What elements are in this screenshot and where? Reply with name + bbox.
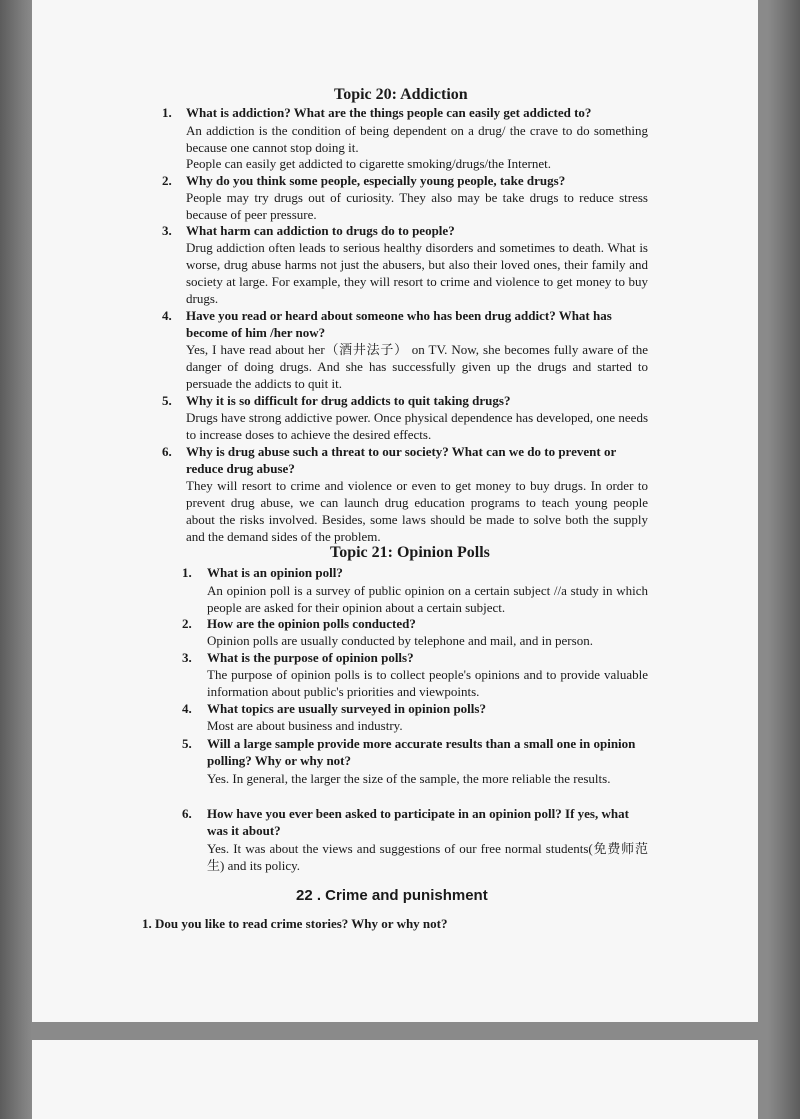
question-text: Why it is so difficult for drug addicts to quit taking drugs? [186,393,511,408]
topic-20-a5: Drugs have strong addictive power. Once physical dependence has developed, one needs to increase doses to achieve the desired effects. [186,410,648,442]
topic-20-q3 [162,222,652,239]
question-text: Why is drug abuse such a threat to our society? What can we do to prevent or reduce drug abuse? [186,444,616,476]
section-22-title: 22 . Crime and punishment [296,887,488,904]
question-text: What is addiction? What are the things people can easily get addicted to? [186,105,592,120]
question-number: 4. [162,308,172,323]
question-text: What is an opinion poll? [207,565,343,580]
question-text: Have you read or heard about someone who has been drug addict? What has become of him /her now? [186,308,612,340]
topic-21-title: Topic 21: Opinion Polls [330,544,490,561]
question-number: 3. [182,650,192,665]
topic-21-q6 [182,805,652,839]
question-number: 5. [182,736,192,751]
topic-21-a3: The purpose of opinion polls is to collect people's opinions and to provide valuable information about public's priorities and viewpoints. [207,667,648,699]
question-text: Will a large sample provide more accurate results than a small one in opinion polling? Why or why not? [207,736,636,768]
question-text: Why do you think some people, especially young people, take drugs? [186,173,566,188]
topic-20-a2: People may try drugs out of curiosity. They also may be take drugs to reduce stress because of peer pressure. [186,190,648,222]
section-22-q1: 1. Dou you like to read crime stories? Why or why not? [142,916,448,931]
question-text: What harm can addiction to drugs do to people? [186,223,455,238]
topic-20-title: Topic 20: Addiction [334,86,468,103]
topic-20-q1 [162,104,652,121]
topic-21-q4 [182,700,652,717]
topic-20-q5 [162,392,652,409]
next-page [32,1040,758,1119]
question-number: 2. [182,616,192,631]
topic-20-q2 [162,172,652,189]
question-text: What topics are usually surveyed in opinion polls? [207,701,486,716]
question-number: 1. [182,565,192,580]
topic-20-a3: Drug addiction often leads to serious healthy disorders and sometimes to death. What is worse, drug abuse harms not just the abusers, but also their loved ones, their family and society at large. For example, they will resort to crime and violence to get money to buy drugs. [186,240,648,306]
topic-21-a1: An opinion poll is a survey of public opinion on a certain subject //a study in which people are asked for their opinion about a certain subject. [207,583,648,615]
topic-20-a1b: People can easily get addicted to cigarette smoking/drugs/the Internet. [186,156,551,171]
topic-21-q2 [182,615,652,632]
topic-21-a2: Opinion polls are usually conducted by telephone and mail, and in person. [207,633,593,648]
topic-21-q1 [182,564,652,581]
topic-21-a6: Yes. It was about the views and suggestions of our free normal students(免费师范生) and its policy. [207,841,648,873]
question-number: 5. [162,393,172,408]
question-text: How are the opinion polls conducted? [207,616,416,631]
question-number: 1. [162,105,172,120]
question-number: 4. [182,701,192,716]
topic-20-a6: They will resort to crime and violence or even to get money to buy drugs. In order to prevent drug abuse, we can launch drug education programs to teach young people about the risks involved. Besides, some laws should be made to solve both the supply and the demand sides of the problem. [186,478,648,544]
topic-20-q4 [162,307,652,341]
question-text: What is the purpose of opinion polls? [207,650,414,665]
topic-20-a4: Yes, I have read about her（酒井法子） on TV. Now, she becomes fully aware of the danger of doing drugs. And she has successfully given up the drugs and started to persuade the addicts to quit it. [186,342,648,391]
question-text: How have you ever been asked to participate in an opinion poll? If yes, what was it about? [207,806,629,838]
topic-20-q6 [162,443,652,477]
topic-21-a5: Yes. In general, the larger the size of the sample, the more reliable the results. [207,771,611,786]
question-number: 6. [182,806,192,821]
question-number: 2. [162,173,172,188]
topic-20-a1: An addiction is the condition of being dependent on a drug/ the crave to do something because one cannot stop doing it. [186,123,648,155]
question-number: 6. [162,444,172,459]
question-number: 3. [162,223,172,238]
document-page [32,0,758,1022]
topic-21-a4: Most are about business and industry. [207,718,403,733]
topic-21-q5 [182,735,652,769]
topic-21-q3 [182,649,652,666]
